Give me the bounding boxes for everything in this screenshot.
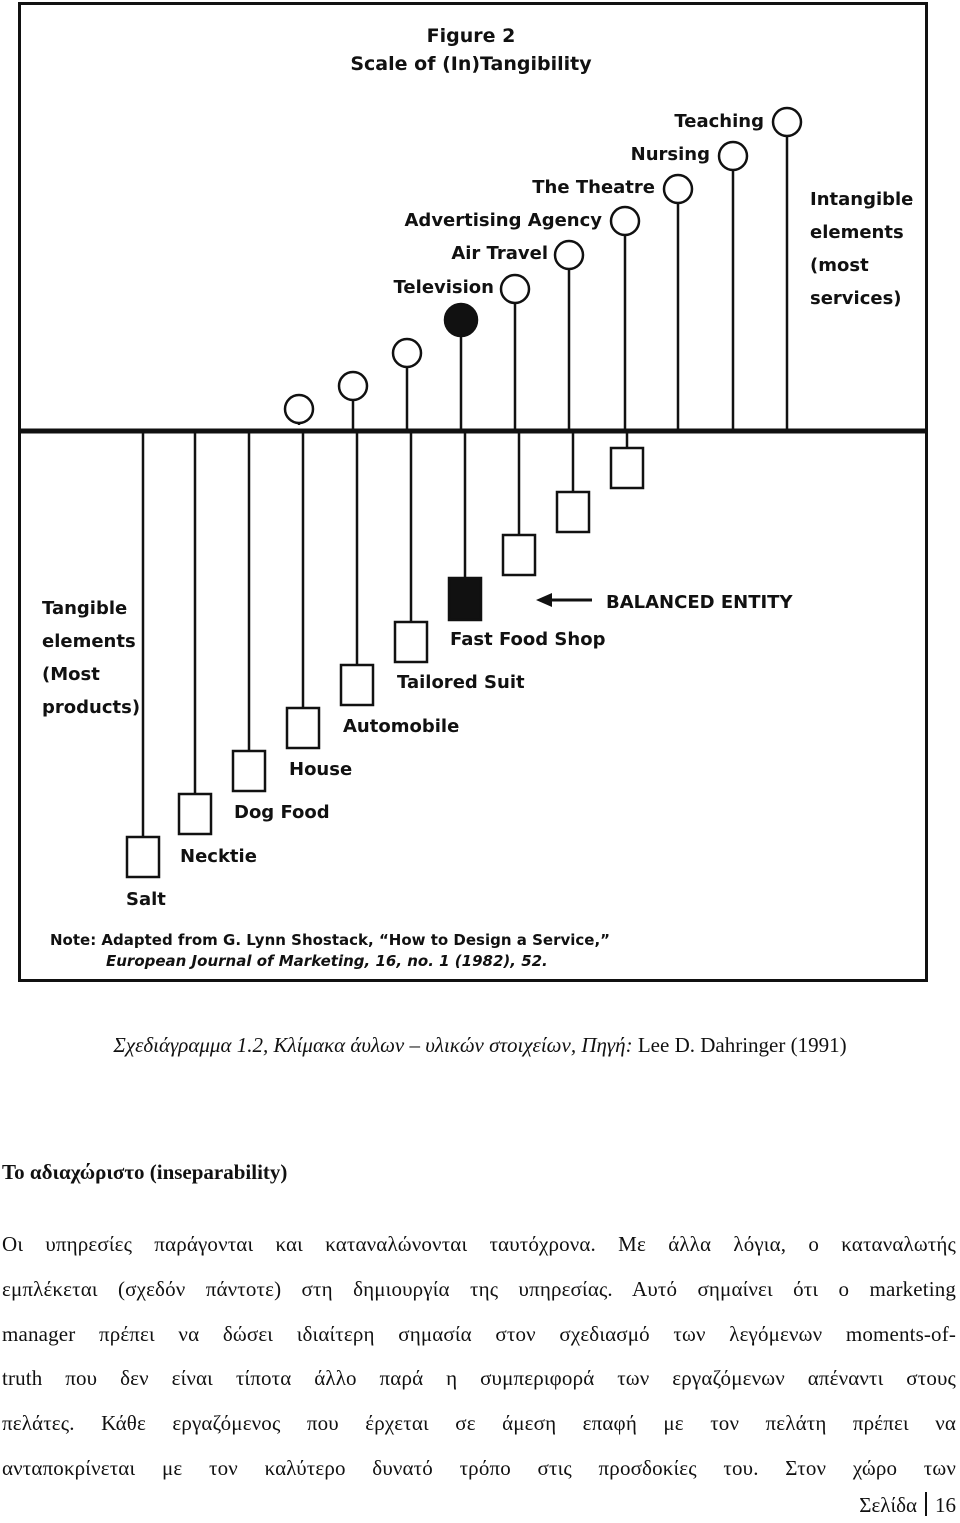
balanced-entity-arrow — [536, 593, 592, 607]
figure-title: Figure 2 — [426, 25, 516, 47]
section-heading: Το αδιαχώριστο (inseparability) — [2, 1160, 288, 1184]
paragraph-line: manager πρέπει να δώσει ιδιαίτερη σημασία στον σχεδιασμό των λεγόμενων moments-of- — [2, 1321, 956, 1346]
svg-text:services): services) — [810, 288, 902, 309]
label-necktie: Necktie — [180, 846, 257, 867]
label-nursing: Nursing — [630, 144, 710, 165]
intangible-elements-label — [810, 189, 913, 309]
paragraph-line: ανταποκρίνεται με τον καλύτερο δυνατό τρόπο στις προσδοκίες του. Στον χώρο των — [2, 1455, 956, 1480]
svg-text:elements: elements — [810, 222, 904, 243]
svg-text:elements: elements — [42, 631, 136, 652]
caption-italic: Σχεδιάγραμμα 1.2, Κλίμακα άυλων – υλικών στοιχείων, Πηγή: — [113, 1033, 633, 1057]
square-marker — [233, 751, 265, 791]
balanced-entity-label: BALANCED ENTITY — [606, 592, 793, 613]
circle-marker — [611, 207, 639, 235]
paragraph-line: εμπλέκεται (σχεδόν πάντοτε) στη δημιουργία της υπηρεσίας. Αυτό σημαίνει ότι ο marketing — [2, 1276, 956, 1301]
circle-marker — [773, 108, 801, 136]
square-marker — [395, 622, 427, 662]
figure-note-line2: European Journal of Marketing, 16, no. 1 (1982), 52. — [106, 952, 548, 970]
tangible-elements-label — [42, 598, 140, 718]
circle-marker-filled — [445, 304, 477, 336]
paragraph-line: truth που δεν είναι τίποτα άλλο παρά η συμπεριφορά των εργαζόμενων απέναντι στους — [2, 1366, 956, 1391]
label-advertising-agency: Advertising Agency — [404, 210, 602, 231]
square-marker — [179, 794, 211, 834]
label-fast-food-shop: Fast Food Shop — [450, 629, 606, 650]
square-marker-filled — [449, 578, 481, 620]
circle-stems — [285, 108, 801, 431]
circle-marker — [339, 372, 367, 400]
square-marker — [341, 665, 373, 705]
label-house: House — [289, 759, 353, 780]
svg-text:Tangible: Tangible — [42, 598, 128, 619]
circle-marker — [664, 175, 692, 203]
label-teaching: Teaching — [674, 111, 764, 132]
footer-separator — [925, 1492, 927, 1516]
square-marker — [287, 708, 319, 748]
caption-source: Lee D. Dahringer (1991) — [632, 1033, 847, 1057]
label-air-travel: Air Travel — [451, 243, 548, 264]
label-salt: Salt — [126, 889, 166, 910]
paragraph-line: Οι υπηρεσίες παράγονται και καταναλώνονται ταυτόχρονα. Με άλλα λόγια, ο καταναλωτής — [2, 1232, 956, 1256]
square-marker — [557, 492, 589, 532]
square-stems — [127, 431, 643, 877]
figure-note-line1: Note: Adapted from G. Lynn Shostack, “How to Design a Service,” — [50, 931, 611, 949]
label-television: Television — [393, 277, 494, 298]
svg-text:Intangible: Intangible — [810, 189, 914, 210]
circle-marker — [501, 275, 529, 303]
label-the-theatre: The Theatre — [532, 177, 655, 198]
label-tailored-suit: Tailored Suit — [397, 672, 525, 693]
label-dog-food: Dog Food — [234, 802, 330, 823]
page-label: Σελίδα — [859, 1493, 917, 1517]
paragraph-line: πελάτες. Κάθε εργαζόμενος που έρχεται σε άμεση επαφή με τον πελάτη πρέπει να — [2, 1411, 956, 1436]
figure-caption — [0, 1033, 960, 1058]
label-automobile: Automobile — [343, 716, 460, 737]
square-marker — [611, 448, 643, 488]
figure-subtitle: Scale of (In)Tangibility — [350, 53, 592, 75]
circle-marker — [555, 241, 583, 269]
svg-text:(most: (most — [810, 255, 869, 276]
page-footer — [859, 1492, 956, 1518]
svg-text:products): products) — [42, 697, 141, 718]
circle-marker — [285, 395, 313, 423]
square-marker — [127, 837, 159, 877]
body-paragraph — [2, 1222, 956, 1491]
svg-text:(Most: (Most — [42, 664, 100, 685]
page-number: 16 — [935, 1493, 956, 1517]
circle-marker — [719, 142, 747, 170]
square-marker — [503, 535, 535, 575]
circle-marker — [393, 339, 421, 367]
